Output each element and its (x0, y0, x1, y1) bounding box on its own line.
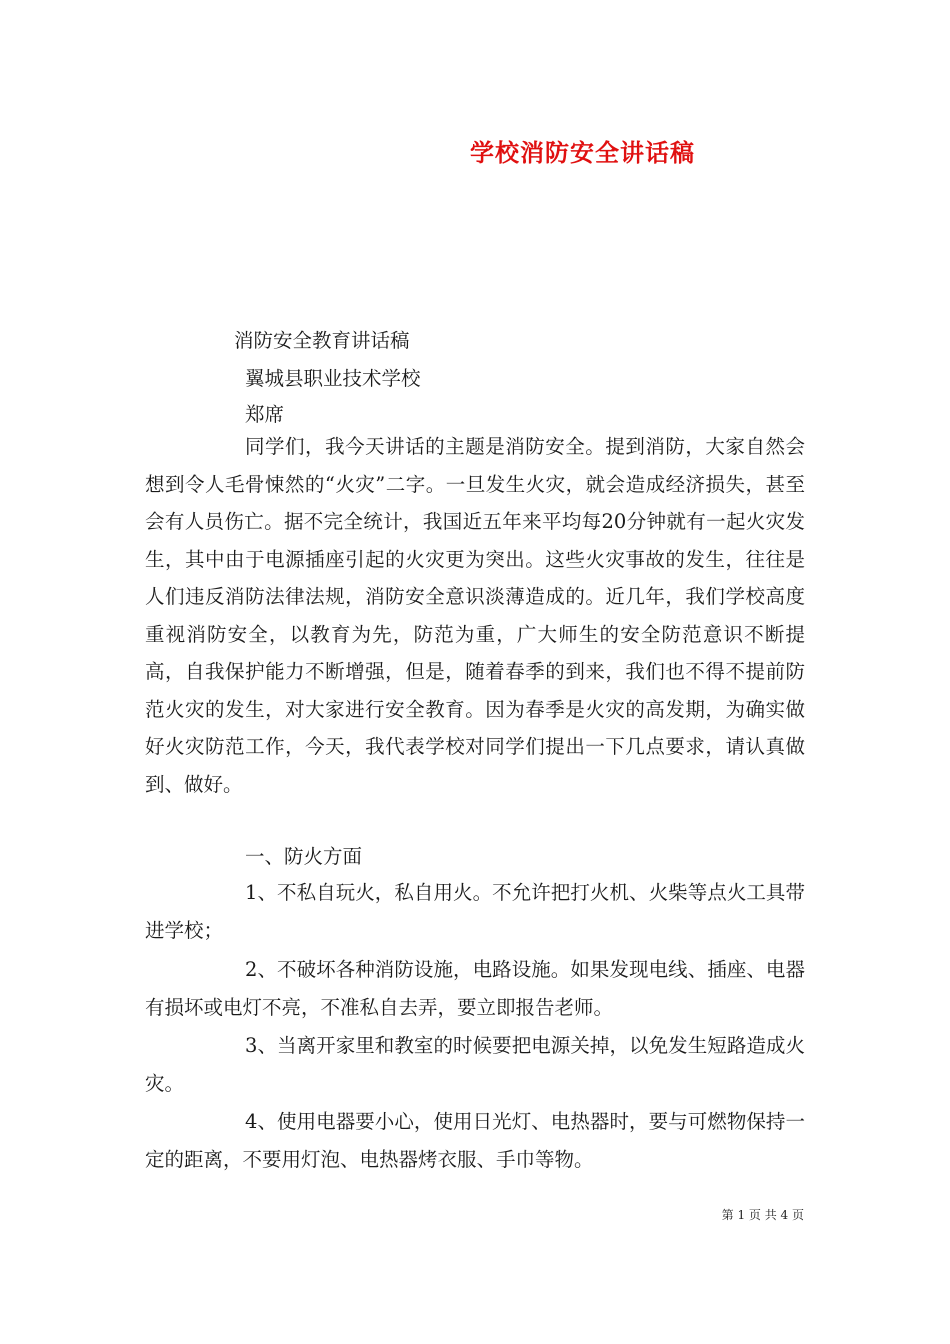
school-name: 翼城县职业技术学校 (245, 367, 421, 390)
rule-item-1: 1、不私自玩火，私自用火。不允许把打火机、火柴等点火工具带进学校； (145, 881, 805, 942)
section-heading: 一、防火方面 (245, 845, 363, 868)
author-name: 郑席 (245, 403, 285, 426)
intro-paragraph: 同学们，我今天讲话的主题是消防安全。提到消防，大家自然会想到令人毛骨悚然的“火灾”二字。一旦发生火灾，就会造成经济损失，甚至会有人员伤亡。据不完全统计，我国近五年来平均每20分钟就有一起火灾发生，其中由于电源插座引起的火灾更为突出。这些火灾事故的发生，往往是人们违反消防法律法规，消防安全意识淡薄造成的。近几年，我们学校高度重视消防安全，以教育为先，防范为重，广大师生的安全防范意识不断提高，自我保护能力不断增强，但是，随着春季的到来，我们也不得不提前防范火灾的发生，对大家进行安全教育。因为春季是火灾的高发期，为确实做好火灾防范工作，今天，我代表学校对同学们提出一下几点要求，请认真做到、做好。 (145, 435, 805, 796)
page-indicator: 第 1 页 共 4 页 (721, 1208, 804, 1222)
speech-subtitle: 消防安全教育讲话稿 (234, 329, 410, 352)
rule-item-2: 2、不破坏各种消防设施，电路设施。如果发现电线、插座、电器有损坏或电灯不亮，不准私自去弄，要立即报告老师。 (145, 958, 805, 1019)
document-title: 学校消防安全讲话稿 (470, 138, 695, 167)
rule-item-4: 4、使用电器要小心，使用日光灯、电热器时，要与可燃物保持一定的距离，不要用灯泡、电热器烤衣服、手巾等物。 (145, 1110, 805, 1171)
rule-item-3: 3、当离开家里和教室的时候要把电源关掉，以免发生短路造成火灾。 (145, 1034, 805, 1095)
